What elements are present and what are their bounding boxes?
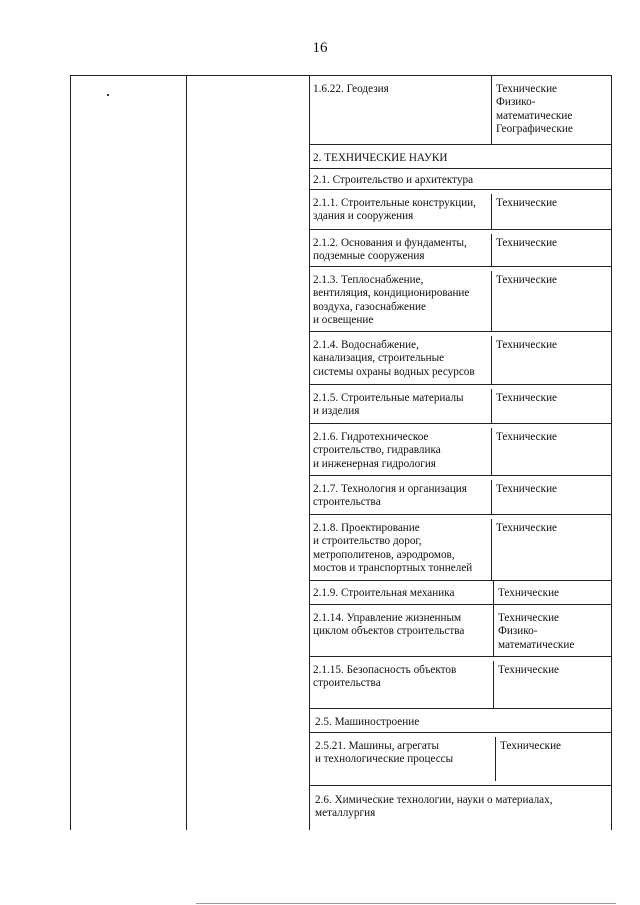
- specialty-cell: 2.1.8. Проектирование и строительство дорог, метрополитенов, аэродромов, мостов и транспортных тоннелей: [313, 522, 473, 575]
- group-heading: 2.5. Машиностроение: [315, 716, 420, 728]
- table-row: [309, 514, 611, 580]
- table-row: [309, 656, 611, 708]
- specialty-cell: 2.1.1. Строительные конструкции, здания и сооружения: [313, 197, 476, 223]
- group-heading: 2.1. Строительство и архитектура: [313, 174, 474, 186]
- science-branch-cell: Технические: [491, 194, 609, 229]
- specialty-cell: 2.1.2. Основания и фундаменты, подземные сооружения: [313, 237, 467, 263]
- specialty-cell: 2.1.6. Гидротехническое строительство, гидравлика и инженерная гидрология: [313, 431, 441, 470]
- table-row: [309, 331, 611, 384]
- table-row: [309, 266, 611, 331]
- group-heading-row: [309, 785, 611, 831]
- table-row: [309, 604, 611, 656]
- table-row: [309, 76, 611, 144]
- group-heading-row: [309, 168, 611, 189]
- group-heading: 2.6. Химические технологии, науки о материалах, металлургия: [315, 794, 553, 820]
- table-row: [309, 384, 611, 423]
- table-row: [309, 732, 611, 785]
- science-branch-cell: Технические Физико- математические: [493, 605, 609, 656]
- science-branch-cell: Технические: [491, 480, 609, 514]
- specialty-cell: 1.6.22. Геодезия: [313, 83, 389, 95]
- table-row: [309, 229, 611, 266]
- table-row: [309, 580, 611, 604]
- specialty-cell: 2.1.15. Безопасность объектов строительства: [313, 664, 457, 690]
- specialty-cell: 2.5.21. Машины, агрегаты и технологические процессы: [315, 740, 454, 766]
- science-branch-cell: Технические Физико- математические Географические: [491, 76, 609, 144]
- science-branch-cell: Технические: [493, 581, 609, 604]
- science-branch-cell: Технические: [491, 271, 609, 331]
- section-heading: 2. ТЕХНИЧЕСКИЕ НАУКИ: [313, 152, 448, 164]
- science-branch-cell: Технические: [491, 389, 609, 423]
- scan-edge-line: [196, 903, 616, 904]
- group-heading-row: [309, 708, 611, 732]
- specialties-table: [70, 75, 612, 830]
- table-row: [309, 189, 611, 229]
- scan-speck: [107, 94, 109, 96]
- science-branch-cell: Технические: [491, 336, 609, 384]
- table-row: [309, 475, 611, 514]
- specialty-cell: 2.1.7. Технология и организация строительства: [313, 483, 467, 509]
- science-branch-cell: Технические: [493, 661, 609, 708]
- science-branch-cell: Технические: [491, 428, 609, 475]
- science-branch-cell: Технические: [495, 737, 609, 781]
- section-heading-row: [309, 144, 611, 168]
- specialty-cell: 2.1.14. Управление жизненным циклом объектов строительства: [313, 612, 465, 638]
- science-branch-cell: Технические: [491, 519, 609, 580]
- specialty-cell: 2.1.3. Теплоснабжение, вентиляция, кондиционирование воздуха, газоснабжение и освещение: [313, 274, 470, 327]
- column-divider-1: [186, 76, 187, 830]
- page-number: 16: [312, 40, 328, 56]
- table-row: [309, 423, 611, 475]
- specialty-cell: 2.1.4. Водоснабжение, канализация, строительные системы охраны водных ресурсов: [313, 339, 475, 378]
- specialty-cell: 2.1.5. Строительные материалы и изделия: [313, 392, 464, 418]
- science-branch-cell: Технические: [491, 234, 609, 266]
- specialty-cell: 2.1.9. Строительная механика: [313, 587, 455, 599]
